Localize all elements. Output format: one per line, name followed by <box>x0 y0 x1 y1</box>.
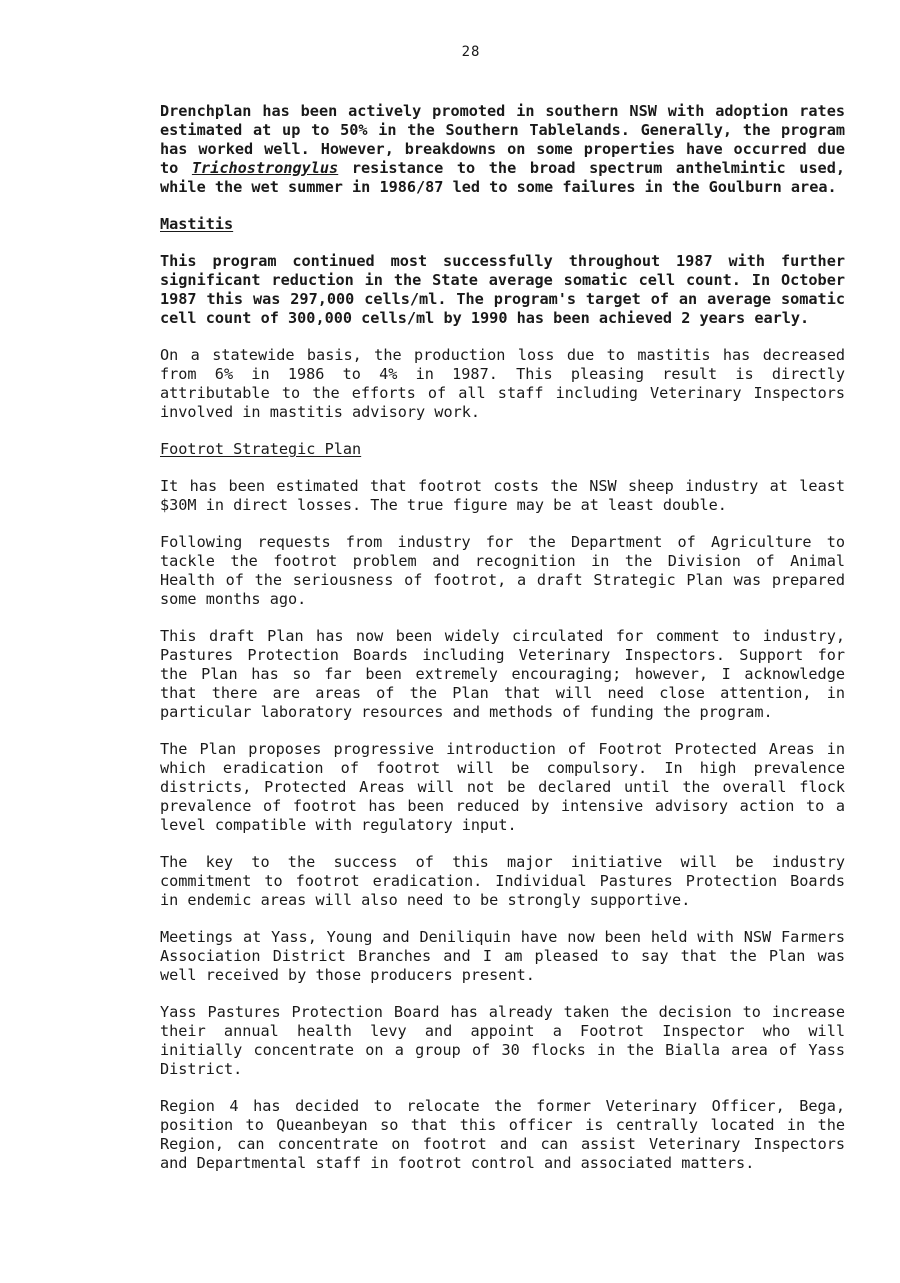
footrot-paragraph: Meetings at Yass, Young and Deniliquin have now been held with NSW Farmers Association District Branches and I am pleased to say that the Plan was well received by those producers present. <box>160 928 845 984</box>
footrot-paragraph: Yass Pastures Protection Board has already taken the decision to increase their annual health levy and appoint a Footrot Inspector who will initially concentrate on a group of 30 flocks in the Bialla area of Yass District. <box>160 1003 845 1078</box>
footrot-paragraph: This draft Plan has now been widely circulated for comment to industry, Pastures Protection Boards including Veterinary Inspectors. Support for the Plan has so far been extremely encouraging; however, I acknowledge that there are areas of the Plan that will need close attention, in particular laboratory resources and methods of funding the program. <box>160 627 845 721</box>
footrot-paragraph: The key to the success of this major initiative will be industry commitment to footrot eradication. Individual Pastures Protection Boards in endemic areas will also need to be strongly supportive. <box>160 853 845 909</box>
footrot-paragraph: Following requests from industry for the Department of Agriculture to tackle the footrot problem and recognition in the Division of Animal Health of the seriousness of footrot, a draft Strategic Plan was prepared some months ago. <box>160 533 845 608</box>
organism-name: Trichostrongylus <box>191 159 339 177</box>
footrot-paragraph: The Plan proposes progressive introduction of Footrot Protected Areas in which eradication of footrot will be compulsory. In high prevalence districts, Protected Areas will not be declared until the overall flock prevalence of footrot has been reduced by intensive advisory action to a level compatible with regulatory input. <box>160 740 845 834</box>
drenchplan-text-before: Drenchplan has been actively promoted in southern NSW with adoption rates estimated at up to 50% in the Southern Tablelands. Generally, the program has worked well. However, breakdowns on some properties have occurred due to <box>160 102 845 177</box>
footrot-heading: Footrot Strategic Plan <box>160 440 362 458</box>
mastitis-heading: Mastitis <box>160 215 234 233</box>
page-number: 28 <box>461 44 481 60</box>
document-body <box>160 102 845 1191</box>
footrot-paragraph: It has been estimated that footrot costs the NSW sheep industry at least $30M in direct losses. The true figure may be at least double. <box>160 477 845 514</box>
mastitis-paragraph: This program continued most successfully throughout 1987 with further significant reduction in the State average somatic cell count. In October 1987 this was 297,000 cells/ml. The program's target of an average somatic cell count of 300,000 cells/ml by 1990 has been achieved 2 years early. <box>160 252 845 327</box>
footrot-paragraph: Region 4 has decided to relocate the former Veterinary Officer, Bega, position to Queanbeyan so that this officer is centrally located in the Region, can concentrate on footrot and can assist Veterinary Inspectors and Departmental staff in footrot control and associated matters. <box>160 1097 845 1172</box>
drenchplan-paragraph <box>160 102 845 197</box>
mastitis-paragraph: On a statewide basis, the production loss due to mastitis has decreased from 6% in 1986 to 4% in 1987. This pleasing result is directly attributable to the efforts of all staff including Veterinary Inspectors involved in mastitis advisory work. <box>160 346 845 421</box>
drenchplan-text-after: resistance to the broad spectrum anthelmintic used, while the wet summer in 1986/87 led to some failures in the Goulburn area. <box>160 159 845 196</box>
